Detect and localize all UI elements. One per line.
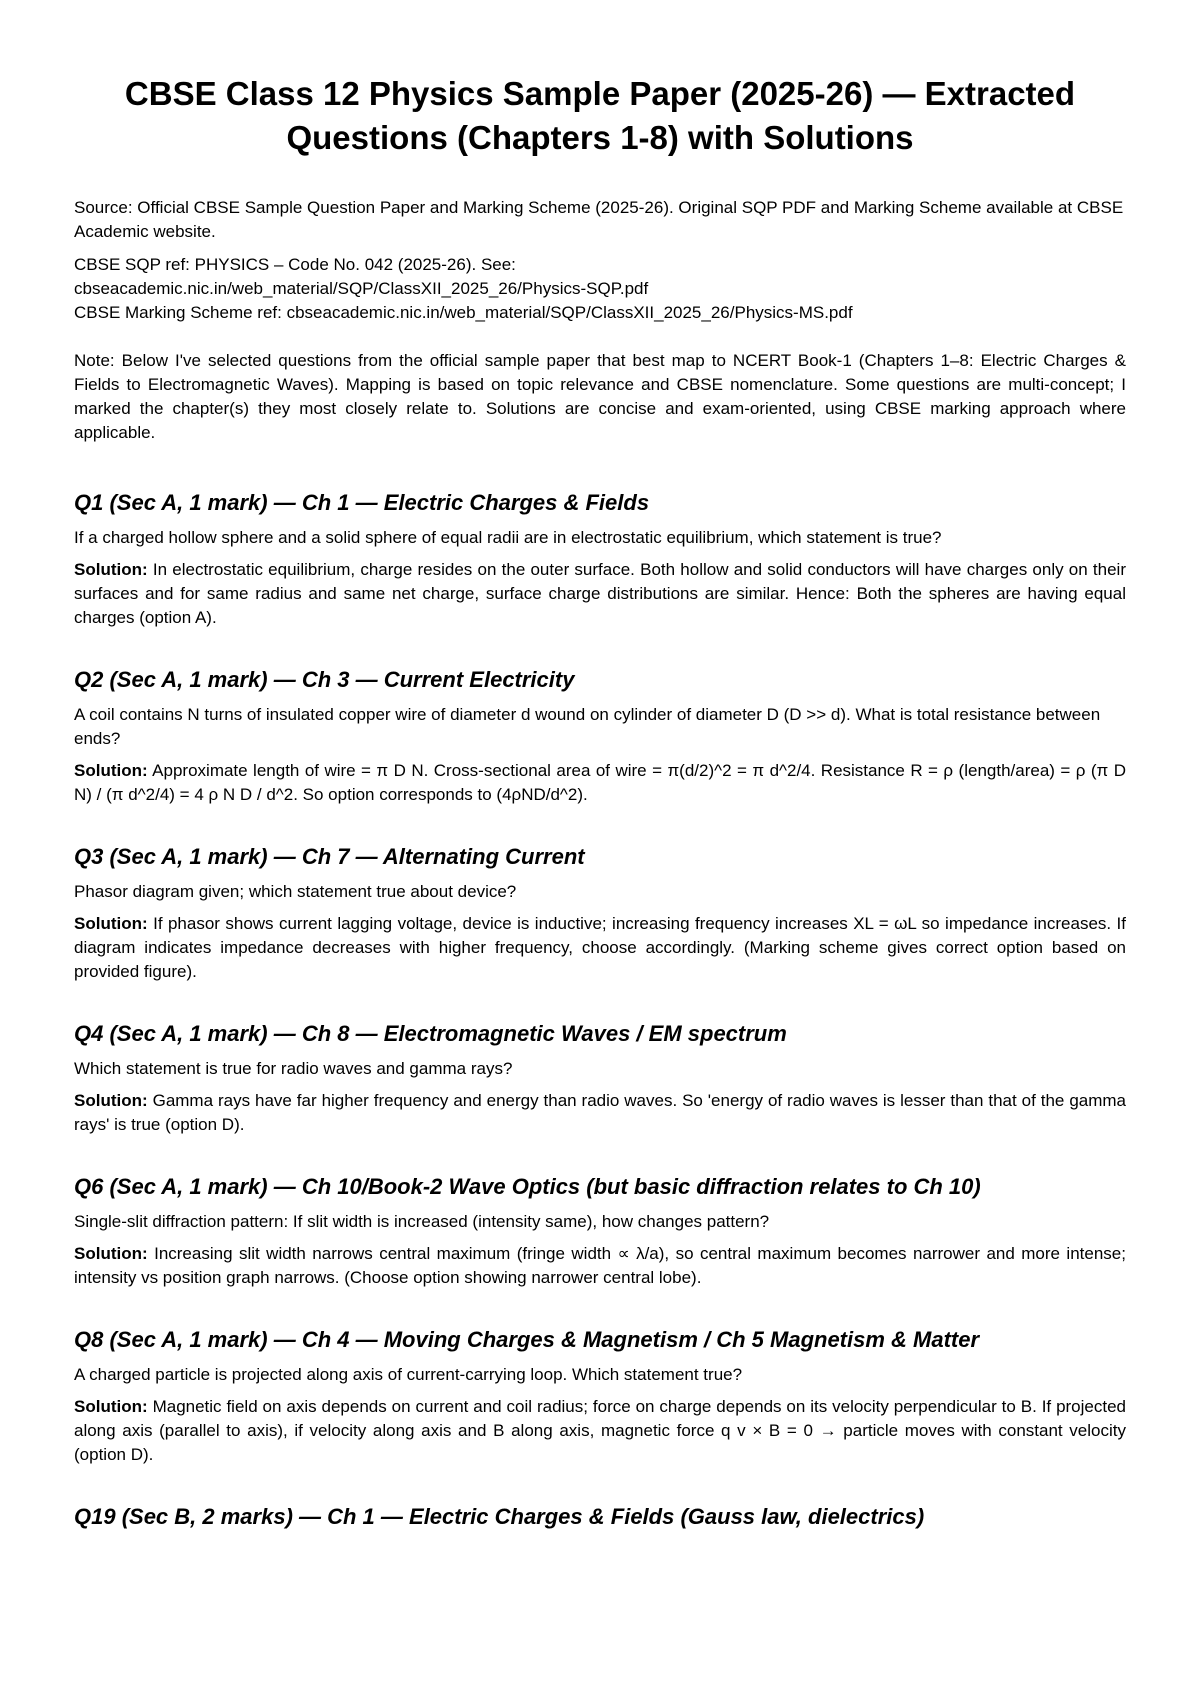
question-heading: Q2 (Sec A, 1 mark) — Ch 3 — Current Electricity xyxy=(74,667,575,692)
sqp-reference-url: cbseacademic.nic.in/web_material/SQP/ClassXII_2025_26/Physics-SQP.pdf xyxy=(74,279,649,298)
question-solution xyxy=(74,1242,1126,1290)
question-block-q6 xyxy=(74,1173,1126,1290)
source-note: Source: Official CBSE Sample Question Paper and Marking Scheme (2025-26). Original SQP PDF and Marking Scheme available at CBSE Academic website. xyxy=(74,198,1124,241)
solution-text: Approximate length of wire = π D N. Cross-sectional area of wire = π(d/2)^2 = π d^2/4. Resistance R = ρ (length/area) = ρ (π D N) / (π d^2/4) = 4 ρ N D / d^2. So option corresponds to (4ρND/d^2). xyxy=(74,761,1126,804)
solution-text: If phasor shows current lagging voltage, device is inductive; increasing frequency increases XL = ωL so impedance increases. If diagram indicates impedance decreases with higher frequency, choose accordingly. (Marking scheme gives correct option based on provided figure). xyxy=(74,914,1126,981)
sqp-reference-label: CBSE SQP ref: PHYSICS – Code No. 042 (2025-26). See: xyxy=(74,255,516,274)
solution-label: Solution: xyxy=(74,1244,148,1263)
question-text: If a charged hollow sphere and a solid sphere of equal radii are in electrostatic equilibrium, which statement is true? xyxy=(74,528,942,547)
solution-label: Solution: xyxy=(74,560,148,579)
document-title: CBSE Class 12 Physics Sample Paper (2025-26) — Extracted Questions (Chapters 1-8) with Solutions xyxy=(124,75,1076,156)
question-heading: Q6 (Sec A, 1 mark) — Ch 10/Book-2 Wave Optics (but basic diffraction relates to Ch 10) xyxy=(74,1174,981,1199)
mapping-note: Note: Below I've selected questions from the official sample paper that best map to NCERT Book-1 (Chapters 1–8: Electric Charges & Fields to Electromagnetic Waves). Mapping is based on topic relevance and CBSE nomenclature. Some questions are multi-concept; I marked the chapter(s) they most closely relate to. Solutions are concise and exam-oriented, using CBSE marking approach where applicable. xyxy=(74,351,1126,442)
question-text: Which statement is true for radio waves and gamma rays? xyxy=(74,1059,513,1078)
question-text: A coil contains N turns of insulated copper wire of diameter d wound on cylinder of diameter D (D >> d). What is total resistance between ends? xyxy=(74,705,1101,748)
question-block-q8 xyxy=(74,1326,1126,1467)
solution-text: Increasing slit width narrows central maximum (fringe width ∝ λ/a), so central maximum becomes narrower and more intense; intensity vs position graph narrows. (Choose option showing narrower central lobe). xyxy=(74,1244,1126,1287)
question-heading: Q1 (Sec A, 1 mark) — Ch 1 — Electric Charges & Fields xyxy=(74,490,650,515)
question-block-q3 xyxy=(74,843,1126,984)
question-solution xyxy=(74,1395,1126,1467)
solution-text: Magnetic field on axis depends on current and coil radius; force on charge depends on its velocity perpendicular to B. If projected along axis (parallel to axis), if velocity along axis and B along axis, magnetic force q v × B = 0 → particle moves with constant velocity (option D). xyxy=(74,1397,1126,1464)
solution-text: In electrostatic equilibrium, charge resides on the outer surface. Both hollow and solid conductors will have charges only on their surfaces and for same radius and same net charge, surface charge distributions are similar. Hence: Both the spheres are having equal charges (option A). xyxy=(74,560,1126,627)
solution-label: Solution: xyxy=(74,1091,148,1110)
references-block xyxy=(74,253,1126,325)
solution-text: Gamma rays have far higher frequency and energy than radio waves. So 'energy of radio waves is lesser than that of the gamma rays' is true (option D). xyxy=(74,1091,1127,1134)
question-text: A charged particle is projected along axis of current-carrying loop. Which statement true? xyxy=(74,1365,743,1384)
solution-label: Solution: xyxy=(74,1397,148,1416)
question-solution xyxy=(74,759,1126,807)
question-block-q2 xyxy=(74,666,1126,807)
question-solution xyxy=(74,558,1126,630)
question-text: Single-slit diffraction pattern: If slit width is increased (intensity same), how changes pattern? xyxy=(74,1212,770,1231)
question-block-q1 xyxy=(74,489,1126,630)
question-block-q4 xyxy=(74,1020,1126,1137)
question-heading: Q8 (Sec A, 1 mark) — Ch 4 — Moving Charges & Magnetism / Ch 5 Magnetism & Matter xyxy=(74,1327,980,1352)
question-solution xyxy=(74,912,1126,984)
question-text: Phasor diagram given; which statement true about device? xyxy=(74,882,517,901)
solution-label: Solution: xyxy=(74,914,148,933)
solution-label: Solution: xyxy=(74,761,148,780)
question-heading-q19: Q19 (Sec B, 2 marks) — Ch 1 — Electric Charges & Fields (Gauss law, dielectrics) xyxy=(74,1504,925,1529)
marking-scheme-reference: CBSE Marking Scheme ref: cbseacademic.nic.in/web_material/SQP/ClassXII_2025_26/Physics-MS.pdf xyxy=(74,303,853,322)
question-heading: Q4 (Sec A, 1 mark) — Ch 8 — Electromagnetic Waves / EM spectrum xyxy=(74,1021,787,1046)
question-heading: Q3 (Sec A, 1 mark) — Ch 7 — Alternating Current xyxy=(74,844,585,869)
question-solution xyxy=(74,1089,1126,1137)
